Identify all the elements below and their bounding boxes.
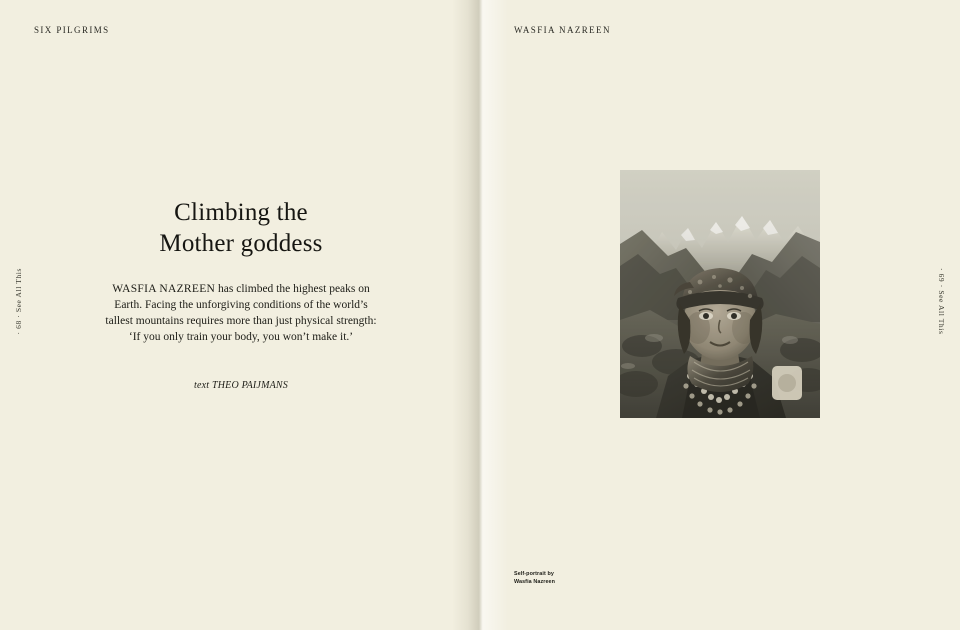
byline-author: THEO PAIJMANS: [211, 380, 288, 391]
headline-line-2: Mother goddess: [159, 229, 323, 257]
standfirst: [100, 282, 382, 346]
folio-right: · 69 · See All This: [937, 268, 946, 335]
byline: [100, 380, 382, 391]
caption-line-1: Self-portrait by: [514, 571, 554, 577]
photo-caption: [514, 570, 664, 587]
portrait-photo-image: [620, 170, 820, 418]
standfirst-body: has climbed the highest peaks on Earth. Facing the unforgiving conditions of the world’s tallest mountains requires more than just physical strength: ‘If you only train your body, you won’t make it.’: [105, 283, 377, 343]
running-head-right: WASFIA NAZREEN: [514, 25, 611, 35]
standfirst-lead: WASFIA NAZREEN: [112, 283, 216, 295]
headline-line-1: Climbing the: [174, 199, 308, 226]
folio-left: · 68 · See All This: [14, 268, 23, 335]
caption-line-2: Wasfia Nazreen: [514, 579, 556, 586]
running-head-left: SIX PILGRIMS: [34, 25, 110, 35]
page-title: [100, 198, 382, 259]
byline-prefix: text: [194, 380, 212, 391]
portrait-photo: [620, 170, 820, 418]
